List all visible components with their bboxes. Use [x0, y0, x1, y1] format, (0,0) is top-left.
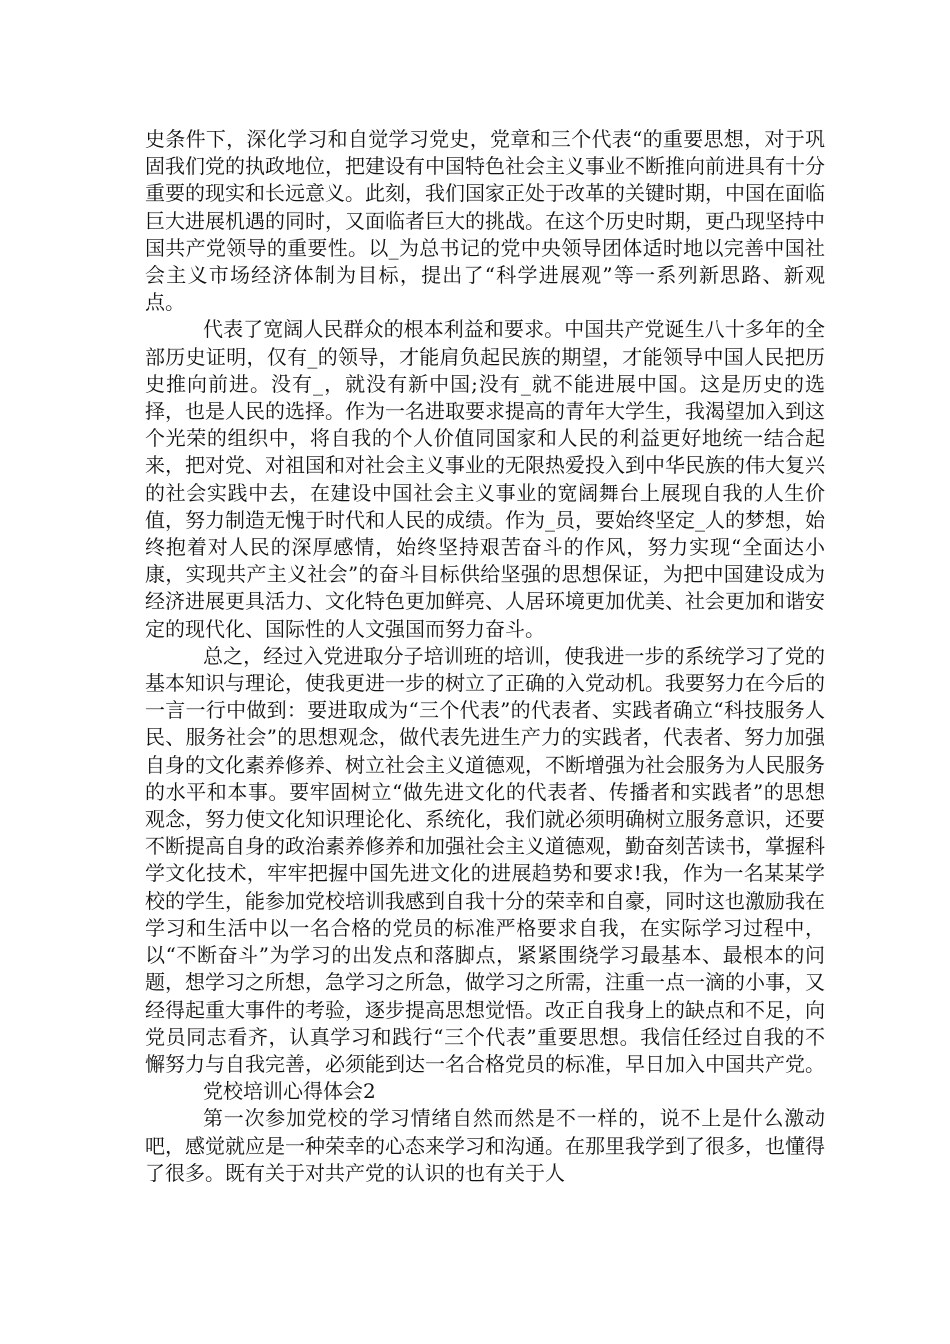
body-paragraph-4: 第一次参加党校的学习情绪自然而然是不一样的，说不上是什么激动吧，感觉就应是一种荣幸的心态来学习和沟通。在那里我学到了很多，也懂得了很多。既有关于对共产党的认识的也有关于人: [145, 1106, 825, 1185]
body-paragraph-3: 总之，经过入党进取分子培训班的培训，使我进一步的系统学习了党的基本知识与理论，使我更进一步的树立了正确的入党动机。我要努力在今后的一言一行中做到：要进取成为“三个代表”的代表者、实践者确立“科技服务人民、服务社会”的思想观念，做代表先进生产力的实践者，代表者、努力加强自身的文化素养修养、树立社会主义道德观，不断增强为社会服务为人民服务的水平和本事。要牢固树立“做先进文化的代表者、传播者和实践者”的思想观念，努力使文化知识理论化、系统化，我们就必须明确树立服务意识，还要不断提高自身的政治素养修养和加强社会主义道德观，勤奋刻苦读书，掌握科学文化技术，牢牢把握中国先进文化的进展趋势和要求!我，作为一名某某学校的学生，能参加党校培训我感到自我十分的荣幸和自豪，同时这也激励我在学习和生活中以一名合格的党员的标准严格要求自我，在实际学习过程中，以“不断奋斗”为学习的出发点和落脚点，紧紧围绕学习最基本、最根本的问题，想学习之所想，急学习之所急，做学习之所需，注重一点一滴的小事，又经得起重大事件的考验，逐步提高思想觉悟。改正自我身上的缺点和不足，向党员同志看齐，认真学习和践行“三个代表”重要思想。我信任经过自我的不懈努力与自我完善，必须能到达一名合格党员的标准，早日加入中国共产党。: [145, 643, 825, 1076]
section-heading: 党校培训心得体会2: [203, 1079, 376, 1104]
body-paragraph-1: 史条件下，深化学习和自觉学习党史，党章和三个代表“的重要思想，对于巩固我们党的执政地位，把建设有中国特色社会主义事业不断推向前进具有十分重要的现实和长远意义。此刻，我们国家正处于改革的关键时期，中国在面临巨大进展机遇的同时，又面临者巨大的挑战。在这个历史时期，更凸现坚持中国共产党领导的重要性。以_为总书记的党中央领导团体适时地以完善中国社会主义市场经济体制为目标，提出了“科学进展观”等一系列新思路、新观点。: [145, 127, 825, 315]
body-paragraph-2: 代表了宽阔人民群众的根本利益和要求。中国共产党诞生八十多年的全部历史证明，仅有_的领导，才能肩负起民族的期望，才能领导中国人民把历史推向前进。没有_，就没有新中国;没有_就不能进展中国。这是历史的选择，也是人民的选择。作为一名进取要求提高的青年大学生，我渴望加入到这个光荣的组织中，将自我的个人价值同国家和人民的利益更好地统一结合起来，把对党、对祖国和对社会主义事业的无限热爱投入到中华民族的伟大复兴的社会实践中去，在建设中国社会主义事业的宽阔舞台上展现自我的人生价值，努力制造无愧于时代和人民的成绩。作为_员，要始终坚定_人的梦想，始终抱着对人民的深厚感情，始终坚持艰苦奋斗的作风，努力实现“全面达小康，实现共产主义社会”的奋斗目标供给坚强的思想保证，为把中国建设成为经济进展更具活力、文化特色更加鲜亮、人居环境更加优美、社会更加和谐安定的现代化、国际性的人文强国而努力奋斗。: [145, 317, 825, 641]
document-page: [145, 126, 825, 1187]
